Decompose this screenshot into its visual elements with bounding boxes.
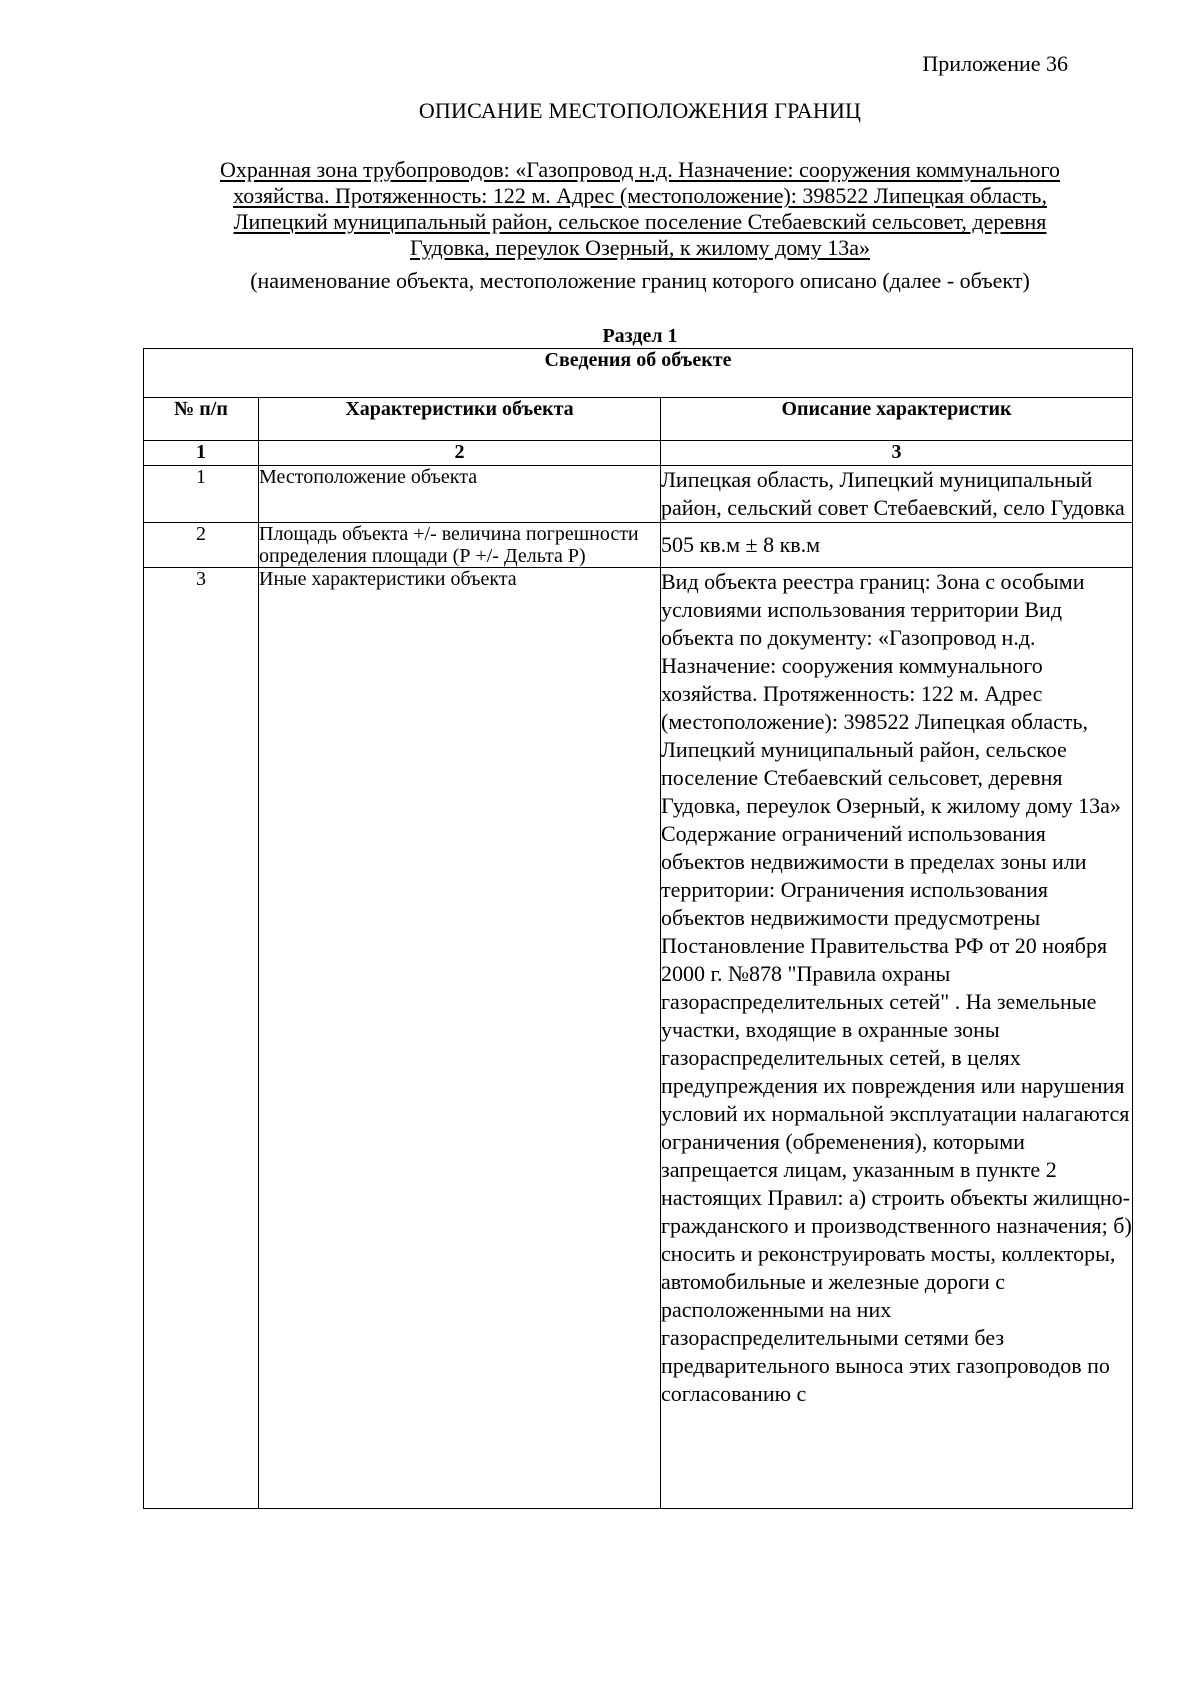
row-num: 1 xyxy=(144,466,259,523)
header-characteristic: Характеристики объекта xyxy=(259,398,661,441)
table-row xyxy=(144,466,1133,523)
object-name xyxy=(150,157,1130,261)
object-caption: (наименование объекта, местоположение границ которого описано (далее - объект) xyxy=(250,268,1030,293)
table-caption-row xyxy=(144,349,1133,398)
object-info-table xyxy=(143,348,1133,1509)
header-description: Описание характеристик xyxy=(661,398,1133,441)
row-characteristic: Местоположение объекта xyxy=(259,466,661,523)
row-characteristic: Иные характеристики объекта xyxy=(259,568,661,1509)
column-number-row xyxy=(144,441,1133,466)
row-description: Вид объекта реестра границ: Зона с особыми условиями использования территории Вид объекта по документу: «Газопровод н.д. Назначение: сооружения коммунального хозяйства. Протяженность: 122 м. Адрес (местоположение): 398522 Липецкая область, Липецкий муниципальный район, сельское поселение Стебаевский сельсовет, деревня Гудовка, переулок Озерный, к жилому дому 13а» Содержание ограничений использования объектов недвижимости в пределах зоны или территории: Ограничения использования объектов недвижимости предусмотрены Постановление Правительства РФ от 20 ноября 2000 г. №878 "Правила охраны газораспределительных сетей" . На земельные участки, входящие в охранные зоны газораспределительных сетей, в целях предупреждения их повреждения или нарушения условий их нормальной эксплуатации налагаются ограничения (обременения), которыми запрещается лицам, указанным в пункте 2 настоящих Правил: а) строить объекты жилищно-гражданского и производственного назначения; б) сносить и реконструировать мосты, коллекторы, автомобильные и железные дороги с расположенными на них газораспределительными сетями без предварительного выноса этих газопроводов по согласованию с xyxy=(661,568,1133,1509)
column-number: 2 xyxy=(259,441,661,466)
row-description: 505 кв.м ± 8 кв.м xyxy=(661,523,1133,568)
column-number: 1 xyxy=(144,441,259,466)
document-title: ОПИСАНИЕ МЕСТОПОЛОЖЕНИЯ ГРАНИЦ xyxy=(418,98,862,123)
object-name-line-2: хозяйства. Протяженность: 122 м. Адрес (местоположение): 398522 Липецкая область, xyxy=(233,183,1047,208)
row-description: Липецкая область, Липецкий муниципальный район, сельский совет Стебаевский, село Гудовка xyxy=(661,466,1133,523)
row-characteristic: Площадь объекта +/- величина погрешности определения площади (Р +/- Дельта Р) xyxy=(259,523,661,568)
table-row xyxy=(144,523,1133,568)
appendix-label: Приложение 36 xyxy=(922,51,1068,76)
column-number: 3 xyxy=(661,441,1133,466)
row-num: 3 xyxy=(144,568,259,1509)
object-name-line-1: Охранная зона трубопроводов: «Газопровод н.д. Назначение: сооружения коммунального xyxy=(219,157,1061,182)
header-num: № п/п xyxy=(144,398,259,441)
table-row xyxy=(144,568,1133,1509)
table-caption: Сведения об объекте xyxy=(144,349,1133,398)
object-name-line-3: Липецкий муниципальный район, сельское поселение Стебаевский сельсовет, деревня xyxy=(233,209,1047,234)
object-name-line-4: Гудовка, переулок Озерный, к жилому дому 13а» xyxy=(410,235,870,260)
section-title: Раздел 1 xyxy=(602,325,678,347)
row-num: 2 xyxy=(144,523,259,568)
table-header-row xyxy=(144,398,1133,441)
